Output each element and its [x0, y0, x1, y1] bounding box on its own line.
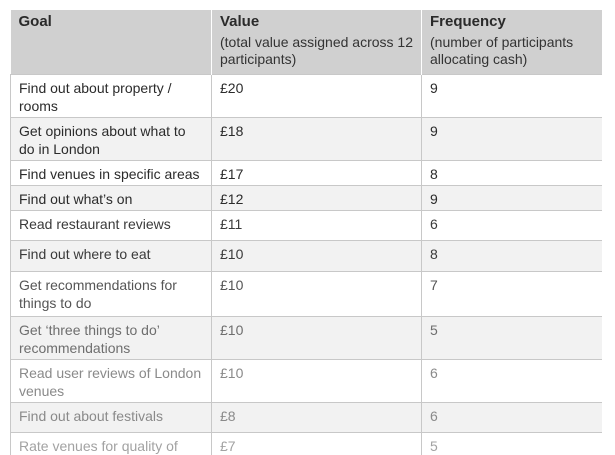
- table-row: [11, 432, 603, 455]
- table-row: [11, 117, 603, 160]
- header-frequency: [422, 10, 603, 74]
- cell-value: £10: [212, 316, 422, 359]
- cell-value: £10: [212, 271, 422, 316]
- table-row: [11, 359, 603, 402]
- cell-value: £18: [212, 117, 422, 160]
- cell-goal: Find out where to eat: [11, 240, 212, 271]
- header-value-note: (total value assigned across 12 participants): [220, 34, 413, 67]
- cell-value: £7: [212, 432, 422, 455]
- cell-value: £17: [212, 160, 422, 185]
- header-value-title: Value: [220, 13, 260, 30]
- cell-value: £10: [212, 359, 422, 402]
- cell-value: £12: [212, 185, 422, 210]
- cell-value: £20: [212, 74, 422, 117]
- cell-frequency: 7: [422, 271, 603, 316]
- cell-value: £11: [212, 210, 422, 240]
- cell-frequency: 5: [422, 432, 603, 455]
- table-row: [11, 185, 603, 210]
- header-value: [212, 10, 422, 74]
- cell-frequency: 9: [422, 74, 603, 117]
- cell-frequency: 6: [422, 210, 603, 240]
- header-goal: [11, 10, 212, 74]
- table-row: [11, 210, 603, 240]
- cell-frequency: 9: [422, 117, 603, 160]
- cell-goal: Get opinions about what to do in London: [11, 117, 212, 160]
- cell-frequency: 8: [422, 160, 603, 185]
- cell-goal: Find venues in specific areas: [11, 160, 212, 185]
- table-row: [11, 74, 603, 117]
- cell-goal: Get recommendations for things to do: [11, 271, 212, 316]
- cell-goal: Read user reviews of London venues: [11, 359, 212, 402]
- cell-goal: Rate venues for quality of: [11, 432, 212, 455]
- header-frequency-note: (number of participants allocating cash): [430, 34, 574, 67]
- table-header: [11, 10, 603, 74]
- goals-table: [10, 10, 602, 455]
- cell-value: £8: [212, 402, 422, 432]
- header-row: [11, 10, 603, 74]
- table-row: [11, 271, 603, 316]
- cell-goal: Get ‘three things to do’ recommendations: [11, 316, 212, 359]
- goals-table-container: [10, 10, 602, 455]
- cell-goal: Find out about property / rooms: [11, 74, 212, 117]
- cell-frequency: 6: [422, 402, 603, 432]
- cell-frequency: 8: [422, 240, 603, 271]
- cell-goal: Read restaurant reviews: [11, 210, 212, 240]
- table-row: [11, 402, 603, 432]
- table-row: [11, 240, 603, 271]
- table-row: [11, 160, 603, 185]
- cell-frequency: 9: [422, 185, 603, 210]
- header-goal-title: Goal: [18, 13, 52, 30]
- header-frequency-title: Frequency: [430, 13, 506, 30]
- table-body: [11, 74, 603, 455]
- cell-frequency: 5: [422, 316, 603, 359]
- cell-value: £10: [212, 240, 422, 271]
- cell-goal: Find out about festivals: [11, 402, 212, 432]
- cell-frequency: 6: [422, 359, 603, 402]
- table-row: [11, 316, 603, 359]
- cell-goal: Find out what’s on: [11, 185, 212, 210]
